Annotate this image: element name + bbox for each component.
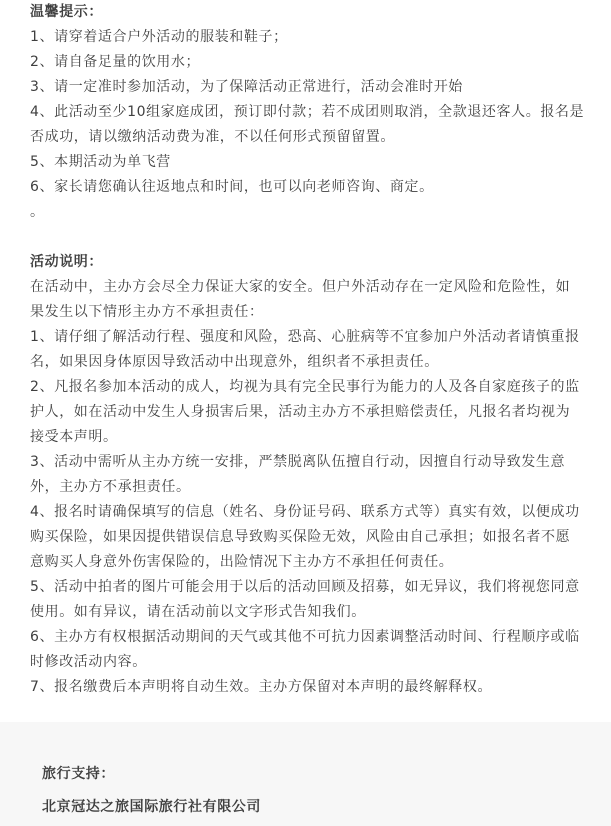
activity-line: 1、请仔细了解活动行程、强度和风险，恐高、心脏病等不宜参加户外活动者请慎重报: [30, 329, 580, 345]
activity-line: 接受本声明。: [30, 429, 118, 445]
activity-heading: 活动说明：: [30, 254, 103, 270]
activity-line: 7、报名缴费后本声明将自动生效。主办方保留对本声明的最终解释权。: [30, 679, 493, 695]
activity-line: 果发生以下情形主办方不承担责任：: [30, 304, 264, 320]
activity-line: 购买保险，如果因提供错误信息导致购买保险无效，风险由自己承担；如报名者不愿: [30, 529, 571, 545]
notice-line: 2、请自备足量的饮用水；: [30, 54, 201, 70]
activity-line: 意购买人身意外伤害保险的，出险情况下主办方不承担任何责任。: [30, 554, 454, 570]
notice-line: 。: [30, 204, 45, 220]
activity-line: 名，如果因身体原因导致活动中出现意外，组织者不承担责任。: [30, 354, 439, 370]
footer-company-name: 北京冠达之旅国际旅行社有限公司: [42, 799, 261, 815]
activity-line: 护人，如在活动中发生人身损害后果，活动主办方不承担赔偿责任，凡报名者均视为: [30, 404, 571, 420]
activity-line: 3、活动中需听从主办方统一安排，严禁脱离队伍擅自行动，因擅自行动导致发生意: [30, 454, 566, 470]
activity-line: 使用。如有异议，请在活动前以文字形式告知我们。: [30, 604, 366, 620]
activity-line: 2、凡报名参加本活动的成人，均视为具有完全民事行为能力的人及各自家庭孩子的监: [30, 379, 580, 395]
activity-line: 在活动中，主办方会尽全力保证大家的安全。但户外活动存在一定风险和危险性，如: [30, 279, 571, 295]
article-body: [30, 0, 586, 700]
activity-line: 5、活动中拍者的图片可能会用于以后的活动回顾及招募，如无异议，我们将视您同意: [30, 579, 580, 595]
activity-line: 6、主办方有权根据活动期间的天气或其他不可抗力因素调整活动时间、行程顺序或临: [30, 629, 580, 645]
activity-line: 时修改活动内容。: [30, 654, 147, 670]
footer-label: 旅行支持：: [42, 766, 115, 782]
notice-line: 6、家长请您确认往返地点和时间，也可以向老师咨询、商定。: [30, 179, 434, 195]
notice-line: 5、本期活动为单飞营: [30, 154, 171, 170]
notice-heading: 温馨提示：: [30, 4, 103, 20]
notice-line: 4、此活动至少10组家庭成团，预订即付款；若不成团则取消，全款退还客人。报名是: [30, 104, 585, 120]
notice-line: 3、请一定准时参加活动，为了保障活动正常进行，活动会准时开始: [30, 79, 463, 95]
activity-line: 外，主办方不承担责任。: [30, 479, 191, 495]
activity-line: 4、报名时请确保填写的信息（姓名、身份证号码、联系方式等）真实有效，以便成功: [30, 504, 580, 520]
notice-line: 1、请穿着适合户外活动的服装和鞋子；: [30, 29, 288, 45]
section-spacer: [30, 225, 586, 250]
notice-line: 否成功，请以缴纳活动费为准，不以任何形式预留留置。: [30, 129, 395, 145]
